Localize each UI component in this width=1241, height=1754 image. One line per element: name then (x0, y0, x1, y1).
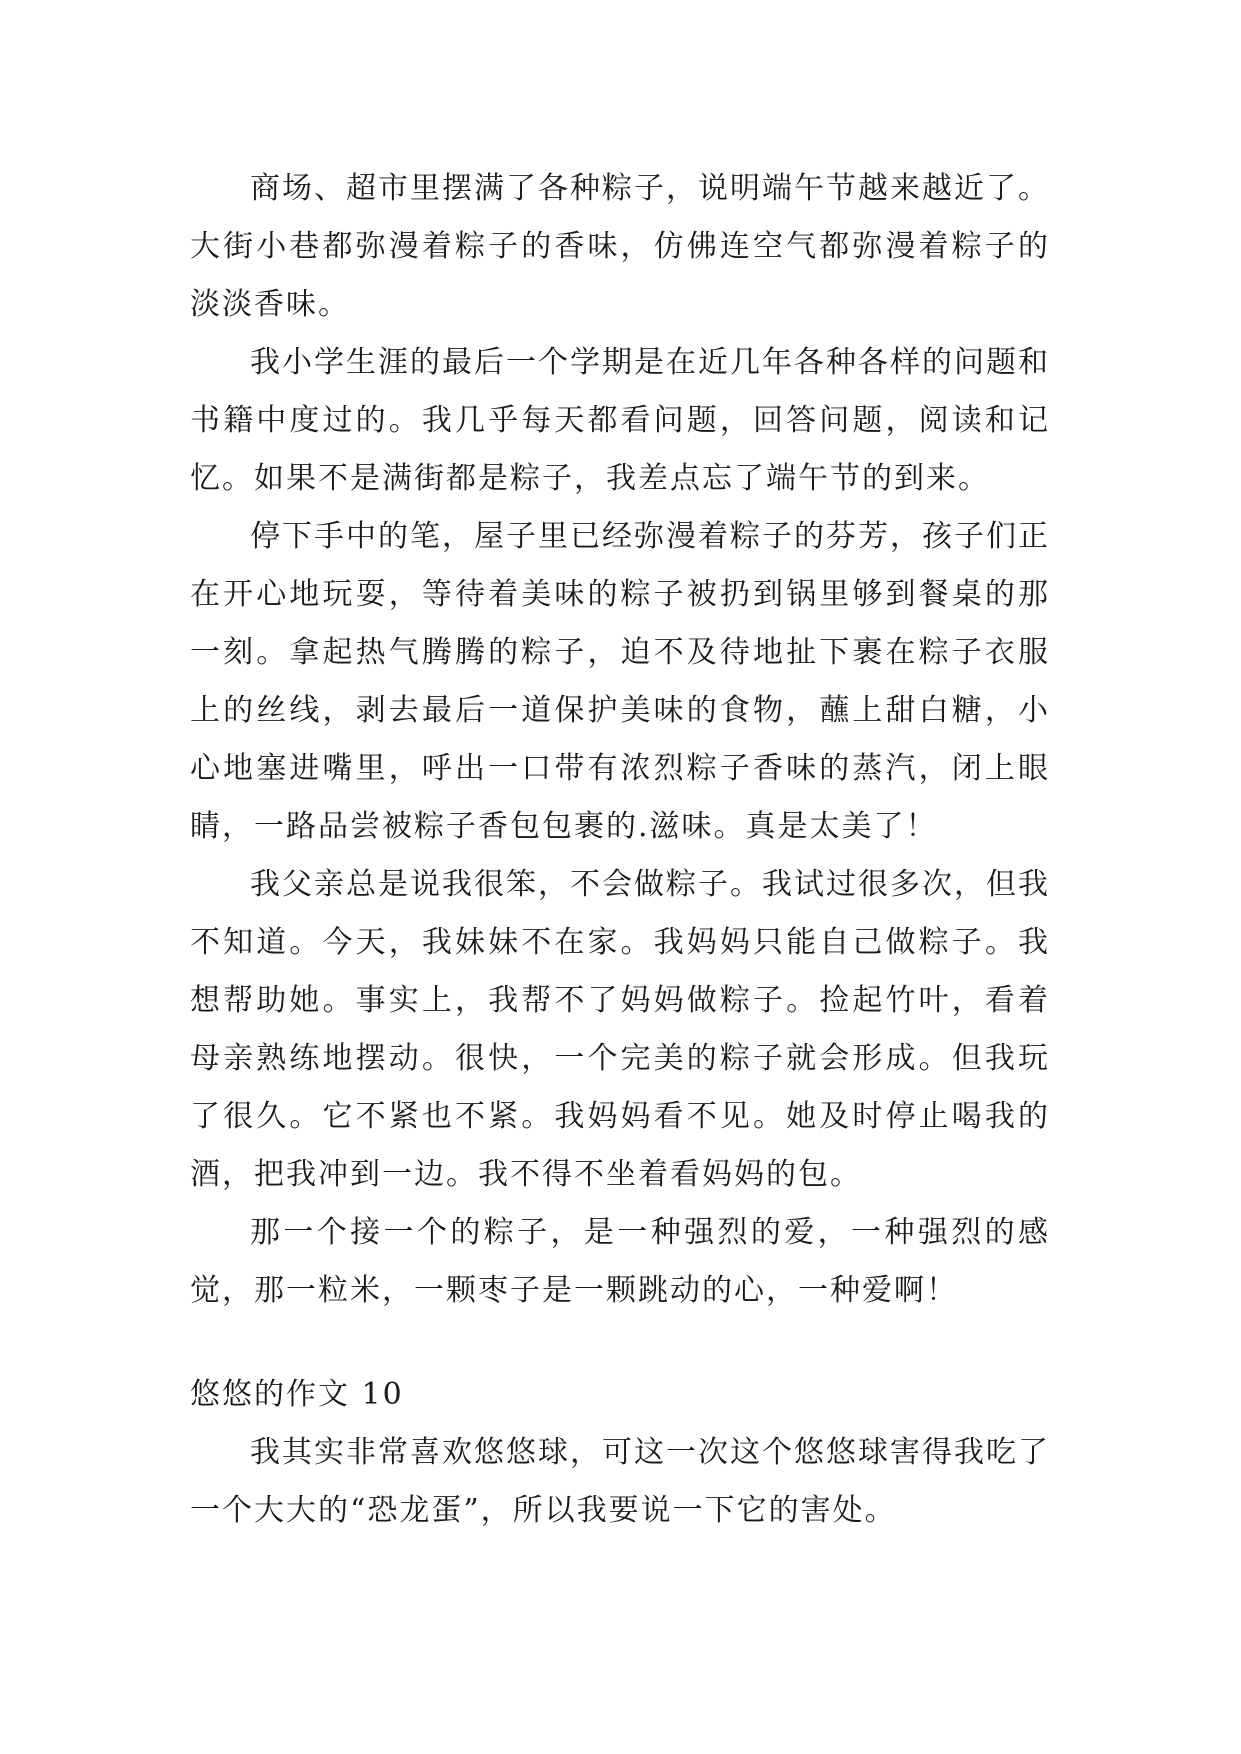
section-heading: 悠悠的作文 10 (190, 1377, 404, 1412)
paragraph-5: 那一个接一个的粽子，是一种强烈的爱，一种强烈的感觉，那一粒米，一颗枣子是一颗跳动的心，一种爱啊！ (190, 1215, 1050, 1308)
paragraph-3: 停下手中的笔，屋子里已经弥漫着粽子的芬芳，孩子们正在开心地玩耍，等待着美味的粽子被扔到锅里够到餐桌的那一刻。拿起热气腾腾的粽子，迫不及待地扯下裹在粽子衣服上的丝线，剥去最后一道保护美味的食物，蘸上甜白糖，小心地塞进嘴里，呼出一口带有浓烈粽子香味的蒸汽，闭上眼睛，一路品尝被粽子香包包裹的.滋味。真是太美了！ (190, 519, 1050, 844)
paragraph-6: 我其实非常喜欢悠悠球，可这一次这个悠悠球害得我吃了一个大大的“恐龙蛋”，所以我要说一下它的害处。 (190, 1435, 1050, 1528)
paragraph-1: 商场、超市里摆满了各种粽子，说明端午节越来越近了。大街小巷都弥漫着粽子的香味，仿佛连空气都弥漫着粽子的淡淡香味。 (190, 171, 1050, 322)
paragraph-2: 我小学生涯的最后一个学期是在近几年各种各样的问题和书籍中度过的。我几乎每天都看问题，回答问题，阅读和记忆。如果不是满街都是粽子，我差点忘了端午节的到来。 (190, 345, 1050, 496)
paragraph-4: 我父亲总是说我很笨，不会做粽子。我试过很多次，但我不知道。今天，我妹妹不在家。我妈妈只能自己做粽子。我想帮助她。事实上，我帮不了妈妈做粽子。捡起竹叶，看着母亲熟练地摆动。很快，一个完美的粽子就会形成。但我玩了很久。它不紧也不紧。我妈妈看不见。她及时停止喝我的酒，把我冲到一边。我不得不坐着看妈妈的包。 (190, 867, 1050, 1192)
document-body (190, 160, 1050, 1540)
